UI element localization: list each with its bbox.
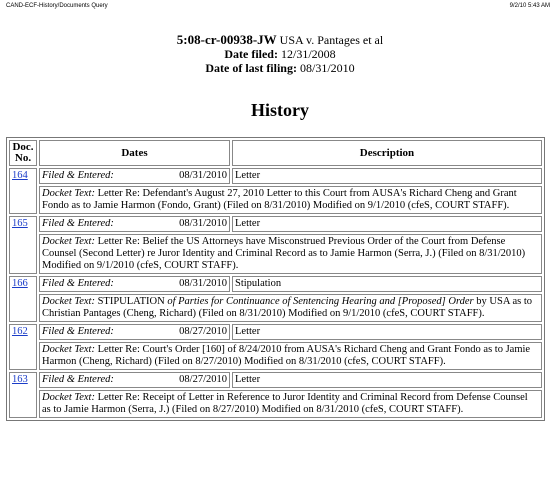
- page-title: History: [251, 100, 309, 120]
- column-header-dates: Dates: [39, 140, 230, 166]
- filed-date: 08/31/2010: [179, 218, 227, 229]
- docket-text-row: [9, 294, 542, 322]
- print-header-timestamp: 9/2/10 5:43 AM: [509, 3, 550, 9]
- docket-text-cell: [39, 390, 542, 418]
- entry-type: Letter: [232, 168, 542, 184]
- docket-text-cell: [39, 294, 542, 322]
- docket-text-label: Docket Text:: [42, 188, 95, 199]
- doc-number-link[interactable]: 163: [12, 374, 28, 385]
- case-number: 5:08-cr-00938-JW: [176, 32, 277, 47]
- history-table: [6, 137, 545, 421]
- docket-text-label: Docket Text:: [42, 236, 95, 247]
- filed-date: 08/27/2010: [179, 326, 227, 337]
- date-filed-line: [0, 47, 560, 61]
- doc-number-link[interactable]: 164: [12, 170, 28, 181]
- docket-text-row: [9, 186, 542, 214]
- docket-text-pre: Letter Re: Receipt of Letter in Reference to Juror Identity and Criminal Record from Defense Counsel as to Jamie Harmon (Serra, J.) (Filed on 8/27/2010) Modified on 8/31/2010 (cfeS, COURT STAFF).: [42, 392, 528, 415]
- doc-number-cell: [9, 324, 37, 370]
- date-cell: [39, 276, 230, 292]
- filed-entered-label: Filed & Entered:: [42, 218, 114, 229]
- doc-number-link[interactable]: 165: [12, 218, 28, 229]
- docket-text-label: Docket Text:: [42, 392, 95, 403]
- docket-text-cell: [39, 186, 542, 214]
- column-header-description: Description: [232, 140, 542, 166]
- docket-text-row: [9, 390, 542, 418]
- table-body: [9, 168, 542, 418]
- entry-type: Letter: [232, 372, 542, 388]
- entry-type: Letter: [232, 324, 542, 340]
- table-row: [9, 168, 542, 184]
- doc-number-link[interactable]: 166: [12, 278, 28, 289]
- doc-number-cell: [9, 216, 37, 274]
- date-filed-label: Date filed:: [224, 47, 278, 61]
- table-row: [9, 276, 542, 292]
- last-filing-label: Date of last filing:: [205, 61, 297, 75]
- docket-text-post: by USA as to Christian Pantages (Cheng, Richard) (Filed on 8/31/2010) Modified on 9/1/2010 (cfeS, COURT STAFF).: [42, 296, 532, 319]
- docket-text-row: [9, 342, 542, 370]
- filed-date: 08/31/2010: [179, 278, 227, 289]
- table-row: [9, 372, 542, 388]
- filed-entered-label: Filed & Entered:: [42, 278, 114, 289]
- docket-text-cell: [39, 234, 542, 274]
- docket-text-italic: of Parties for Continuance of Sentencing Hearing and [Proposed] Order: [167, 296, 474, 307]
- print-header-title: CAND-ECF-History/Documents Query: [6, 3, 108, 9]
- date-cell: [39, 168, 230, 184]
- last-filing-line: [0, 61, 560, 75]
- date-cell: [39, 216, 230, 232]
- entry-type: Stipulation: [232, 276, 542, 292]
- filed-entered-label: Filed & Entered:: [42, 326, 114, 337]
- filed-date: 08/27/2010: [179, 374, 227, 385]
- last-filing-value: 08/31/2010: [299, 61, 355, 75]
- doc-number-link[interactable]: 162: [12, 326, 28, 337]
- docket-text-label: Docket Text:: [42, 344, 95, 355]
- table-row: [9, 324, 542, 340]
- doc-number-cell: [9, 276, 37, 322]
- date-cell: [39, 372, 230, 388]
- date-filed-value: 12/31/2008: [280, 47, 336, 61]
- docket-text-pre: Letter Re: Court's Order [160] of 8/24/2010 from AUSA's Richard Cheng and Grant Fondo as to Jamie Harmon (Cheng, Richard) (Filed on 8/27/2010) Modified on 8/31/2010 (cfeS, COURT STAFF).: [42, 344, 531, 367]
- filed-date: 08/31/2010: [179, 170, 227, 181]
- doc-number-cell: [9, 372, 37, 418]
- docket-text-row: [9, 234, 542, 274]
- case-title: USA v. Pantages et al: [279, 33, 384, 47]
- filed-entered-label: Filed & Entered:: [42, 170, 114, 181]
- entry-type: Letter: [232, 216, 542, 232]
- print-header: [6, 3, 550, 9]
- table-row: [9, 216, 542, 232]
- case-header: [0, 33, 560, 75]
- table-header-row: [9, 140, 542, 166]
- docket-text-pre: STIPULATION: [97, 296, 165, 307]
- column-header-docno: Doc. No.: [9, 140, 37, 166]
- docket-text-cell: [39, 342, 542, 370]
- filed-entered-label: Filed & Entered:: [42, 374, 114, 385]
- date-cell: [39, 324, 230, 340]
- case-line: [0, 33, 560, 47]
- doc-number-cell: [9, 168, 37, 214]
- docket-text-pre: Letter Re: Belief the US Attorneys have Misconstrued Previous Order of the Court from Defense Counsel (Second Letter) re Juror Identity and Criminal Record as to Jamie Harmon (Serra, J.) (Filed on 8/31/2010) Modified on 9/1/2010 (cfeS, COURT STAFF).: [42, 236, 526, 271]
- docket-text-pre: Letter Re: Defendant's August 27, 2010 Letter to this Court from AUSA's Richard Cheng and Grant Fondo as to Jamie Harmon (Fondo, Grant) (Filed on 8/31/2010) Modified on 9/1/2010 (cfeS, COURT STAFF).: [42, 188, 517, 211]
- docket-text-label: Docket Text:: [42, 296, 95, 307]
